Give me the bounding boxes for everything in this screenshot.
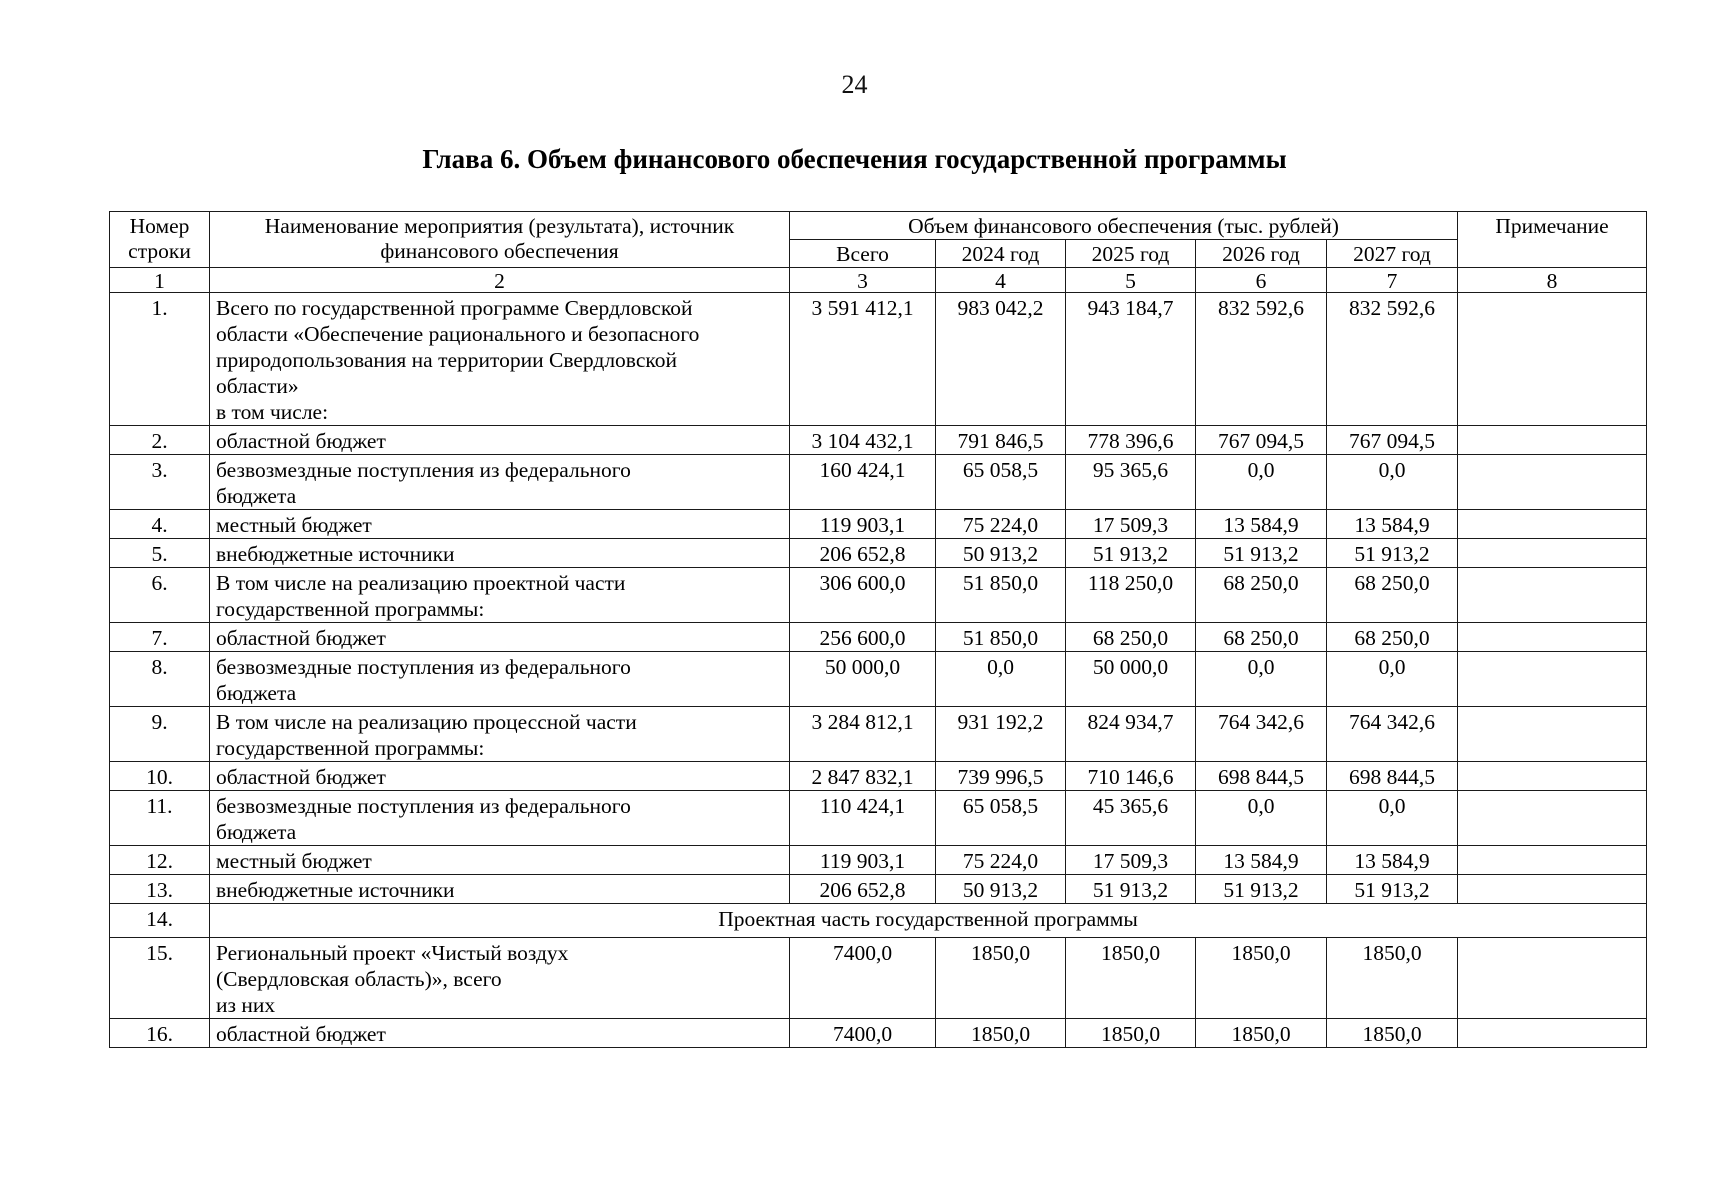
value-2025: 1850,0 — [1066, 938, 1196, 1019]
value-2027: 51 913,2 — [1327, 875, 1458, 904]
table-row — [110, 426, 1647, 455]
column-number: 3 — [790, 268, 936, 293]
row-note — [1458, 938, 1647, 1019]
row-name-line: безвозмездные поступления из федерального — [216, 794, 631, 818]
column-number: 4 — [936, 268, 1066, 293]
value-2027: 68 250,0 — [1327, 568, 1458, 623]
table-row — [110, 707, 1647, 762]
value-2026: 51 913,2 — [1196, 539, 1327, 568]
column-number: 6 — [1196, 268, 1327, 293]
column-number: 2 — [210, 268, 790, 293]
value-2024: 791 846,5 — [936, 426, 1066, 455]
value-2025: 1850,0 — [1066, 1019, 1196, 1048]
value-2025: 943 184,7 — [1066, 293, 1196, 426]
value-2024: 1850,0 — [936, 1019, 1066, 1048]
row-name — [210, 623, 790, 652]
row-name-line: областной бюджет — [216, 626, 386, 650]
row-note — [1458, 568, 1647, 623]
table-row — [110, 539, 1647, 568]
value-2026: 0,0 — [1196, 652, 1327, 707]
row-note — [1458, 707, 1647, 762]
table-body — [110, 293, 1647, 1048]
row-number: 12. — [110, 846, 210, 875]
row-number: 1. — [110, 293, 210, 426]
value-2025: 118 250,0 — [1066, 568, 1196, 623]
row-number: 4. — [110, 510, 210, 539]
value-2027: 0,0 — [1327, 791, 1458, 846]
value-2027: 51 913,2 — [1327, 539, 1458, 568]
header-year-2026: 2026 год — [1196, 240, 1327, 268]
table-row — [110, 938, 1647, 1019]
row-name-line: области» — [216, 374, 299, 398]
value-2025: 824 934,7 — [1066, 707, 1196, 762]
value-total: 3 104 432,1 — [790, 426, 936, 455]
row-name — [210, 539, 790, 568]
row-name-line: бюджета — [216, 484, 297, 508]
value-2027: 698 844,5 — [1327, 762, 1458, 791]
row-name-line: природопользования на территории Свердловской — [216, 348, 677, 372]
chapter-title: Глава 6. Объем финансового обеспечения государственной программы — [422, 144, 1287, 174]
row-name — [210, 1019, 790, 1048]
column-number: 8 — [1458, 268, 1647, 293]
row-note — [1458, 539, 1647, 568]
value-2024: 75 224,0 — [936, 510, 1066, 539]
row-name-line: внебюджетные источники — [216, 878, 455, 902]
row-number: 8. — [110, 652, 210, 707]
row-number: 14. — [110, 904, 210, 938]
value-2026: 13 584,9 — [1196, 846, 1327, 875]
value-2027: 1850,0 — [1327, 1019, 1458, 1048]
table-row — [110, 904, 1647, 938]
value-2026: 832 592,6 — [1196, 293, 1327, 426]
header-note: Примечание — [1458, 212, 1647, 268]
row-name — [210, 707, 790, 762]
value-2024: 50 913,2 — [936, 539, 1066, 568]
value-2024: 739 996,5 — [936, 762, 1066, 791]
value-2026: 68 250,0 — [1196, 568, 1327, 623]
row-name — [210, 293, 790, 426]
value-total: 206 652,8 — [790, 875, 936, 904]
row-name-line: В том числе на реализацию проектной части — [216, 571, 626, 595]
row-number: 16. — [110, 1019, 210, 1048]
row-name-line: местный бюджет — [216, 513, 372, 537]
value-total: 160 424,1 — [790, 455, 936, 510]
row-number: 5. — [110, 539, 210, 568]
row-name-line: внебюджетные источники — [216, 542, 455, 566]
value-total: 3 284 812,1 — [790, 707, 936, 762]
row-name-line: областной бюджет — [216, 765, 386, 789]
row-note — [1458, 875, 1647, 904]
header-row-1 — [110, 212, 1647, 240]
table-row — [110, 623, 1647, 652]
value-2025: 51 913,2 — [1066, 539, 1196, 568]
value-2027: 13 584,9 — [1327, 846, 1458, 875]
value-total: 7400,0 — [790, 1019, 936, 1048]
column-number: 5 — [1066, 268, 1196, 293]
row-note — [1458, 623, 1647, 652]
financing-table — [109, 211, 1647, 1048]
value-2025: 710 146,6 — [1066, 762, 1196, 791]
row-number: 11. — [110, 791, 210, 846]
value-2026: 1850,0 — [1196, 938, 1327, 1019]
header-volume-group: Объем финансового обеспечения (тыс. рублей) — [790, 212, 1458, 240]
header-year-2027: 2027 год — [1327, 240, 1458, 268]
value-2024: 1850,0 — [936, 938, 1066, 1019]
row-number: 13. — [110, 875, 210, 904]
row-note — [1458, 762, 1647, 791]
row-number: 10. — [110, 762, 210, 791]
value-2024: 0,0 — [936, 652, 1066, 707]
value-2025: 68 250,0 — [1066, 623, 1196, 652]
row-note — [1458, 652, 1647, 707]
row-number: 6. — [110, 568, 210, 623]
value-2025: 51 913,2 — [1066, 875, 1196, 904]
row-name — [210, 762, 790, 791]
row-note — [1458, 293, 1647, 426]
value-2027: 0,0 — [1327, 455, 1458, 510]
value-2025: 17 509,3 — [1066, 510, 1196, 539]
row-note — [1458, 426, 1647, 455]
row-number: 9. — [110, 707, 210, 762]
row-name-line: безвозмездные поступления из федерального — [216, 655, 631, 679]
value-2024: 983 042,2 — [936, 293, 1066, 426]
table-row — [110, 510, 1647, 539]
value-2024: 931 192,2 — [936, 707, 1066, 762]
table-row — [110, 568, 1647, 623]
row-name — [210, 455, 790, 510]
row-name-line: областной бюджет — [216, 429, 386, 453]
value-2025: 45 365,6 — [1066, 791, 1196, 846]
value-2027: 0,0 — [1327, 652, 1458, 707]
table-row — [110, 762, 1647, 791]
row-number: 3. — [110, 455, 210, 510]
value-2024: 50 913,2 — [936, 875, 1066, 904]
value-2024: 65 058,5 — [936, 791, 1066, 846]
value-2026: 68 250,0 — [1196, 623, 1327, 652]
table-row — [110, 652, 1647, 707]
header-year-2024: 2024 год — [936, 240, 1066, 268]
header-year-2025: 2025 год — [1066, 240, 1196, 268]
value-2025: 778 396,6 — [1066, 426, 1196, 455]
table-row — [110, 791, 1647, 846]
row-name-line: Всего по государственной программе Свердловской — [216, 296, 693, 320]
value-total: 110 424,1 — [790, 791, 936, 846]
value-total: 3 591 412,1 — [790, 293, 936, 426]
row-name — [210, 846, 790, 875]
page-number: 24 — [841, 70, 868, 99]
value-total: 7400,0 — [790, 938, 936, 1019]
value-2027: 13 584,9 — [1327, 510, 1458, 539]
value-2026: 13 584,9 — [1196, 510, 1327, 539]
value-2025: 17 509,3 — [1066, 846, 1196, 875]
row-note — [1458, 791, 1647, 846]
section-heading: Проектная часть государственной программы — [210, 904, 1647, 938]
header-total: Всего — [790, 240, 936, 268]
value-total: 306 600,0 — [790, 568, 936, 623]
value-total: 50 000,0 — [790, 652, 936, 707]
value-2024: 65 058,5 — [936, 455, 1066, 510]
value-2027: 1850,0 — [1327, 938, 1458, 1019]
value-2027: 764 342,6 — [1327, 707, 1458, 762]
row-name-line: области «Обеспечение рационального и безопасного — [216, 322, 700, 346]
row-name-line: областной бюджет — [216, 1022, 386, 1046]
value-total: 119 903,1 — [790, 510, 936, 539]
row-name — [210, 791, 790, 846]
value-2026: 51 913,2 — [1196, 875, 1327, 904]
value-2026: 0,0 — [1196, 455, 1327, 510]
row-number: 2. — [110, 426, 210, 455]
value-2025: 95 365,6 — [1066, 455, 1196, 510]
column-number-row — [110, 268, 1647, 293]
row-note — [1458, 455, 1647, 510]
row-note — [1458, 1019, 1647, 1048]
table-row — [110, 1019, 1647, 1048]
column-number: 7 — [1327, 268, 1458, 293]
row-name-line: В том числе на реализацию процессной части — [216, 710, 637, 734]
table-row — [110, 846, 1647, 875]
row-name-line: в том числе: — [216, 400, 329, 424]
value-2024: 51 850,0 — [936, 623, 1066, 652]
row-name-line: государственной программы: — [216, 597, 485, 621]
row-name — [210, 652, 790, 707]
value-2026: 764 342,6 — [1196, 707, 1327, 762]
row-name — [210, 426, 790, 455]
row-name-line: из них — [216, 993, 276, 1017]
row-number: 15. — [110, 938, 210, 1019]
value-total: 2 847 832,1 — [790, 762, 936, 791]
row-name-line: местный бюджет — [216, 849, 372, 873]
value-2027: 767 094,5 — [1327, 426, 1458, 455]
table-row — [110, 455, 1647, 510]
row-name — [210, 510, 790, 539]
table-row — [110, 875, 1647, 904]
row-name — [210, 568, 790, 623]
row-number: 7. — [110, 623, 210, 652]
value-2027: 68 250,0 — [1327, 623, 1458, 652]
header-row-number: Номер строки — [110, 212, 210, 268]
table-row — [110, 293, 1647, 426]
value-2024: 51 850,0 — [936, 568, 1066, 623]
row-name-line: (Свердловская область)», всего — [216, 967, 502, 991]
value-2026: 767 094,5 — [1196, 426, 1327, 455]
value-2026: 1850,0 — [1196, 1019, 1327, 1048]
value-2027: 832 592,6 — [1327, 293, 1458, 426]
value-2026: 0,0 — [1196, 791, 1327, 846]
row-name-line: бюджета — [216, 820, 297, 844]
column-number: 1 — [110, 268, 210, 293]
row-name — [210, 875, 790, 904]
row-name-line: Региональный проект «Чистый воздух — [216, 941, 569, 965]
value-total: 119 903,1 — [790, 846, 936, 875]
value-2026: 698 844,5 — [1196, 762, 1327, 791]
value-2025: 50 000,0 — [1066, 652, 1196, 707]
row-name-line: государственной программы: — [216, 736, 485, 760]
row-note — [1458, 846, 1647, 875]
row-name-line: безвозмездные поступления из федерального — [216, 458, 631, 482]
header-name: Наименование мероприятия (результата), источник финансового обеспечения — [210, 212, 790, 268]
value-total: 256 600,0 — [790, 623, 936, 652]
row-name — [210, 938, 790, 1019]
row-note — [1458, 510, 1647, 539]
row-name-line: бюджета — [216, 681, 297, 705]
value-total: 206 652,8 — [790, 539, 936, 568]
value-2024: 75 224,0 — [936, 846, 1066, 875]
